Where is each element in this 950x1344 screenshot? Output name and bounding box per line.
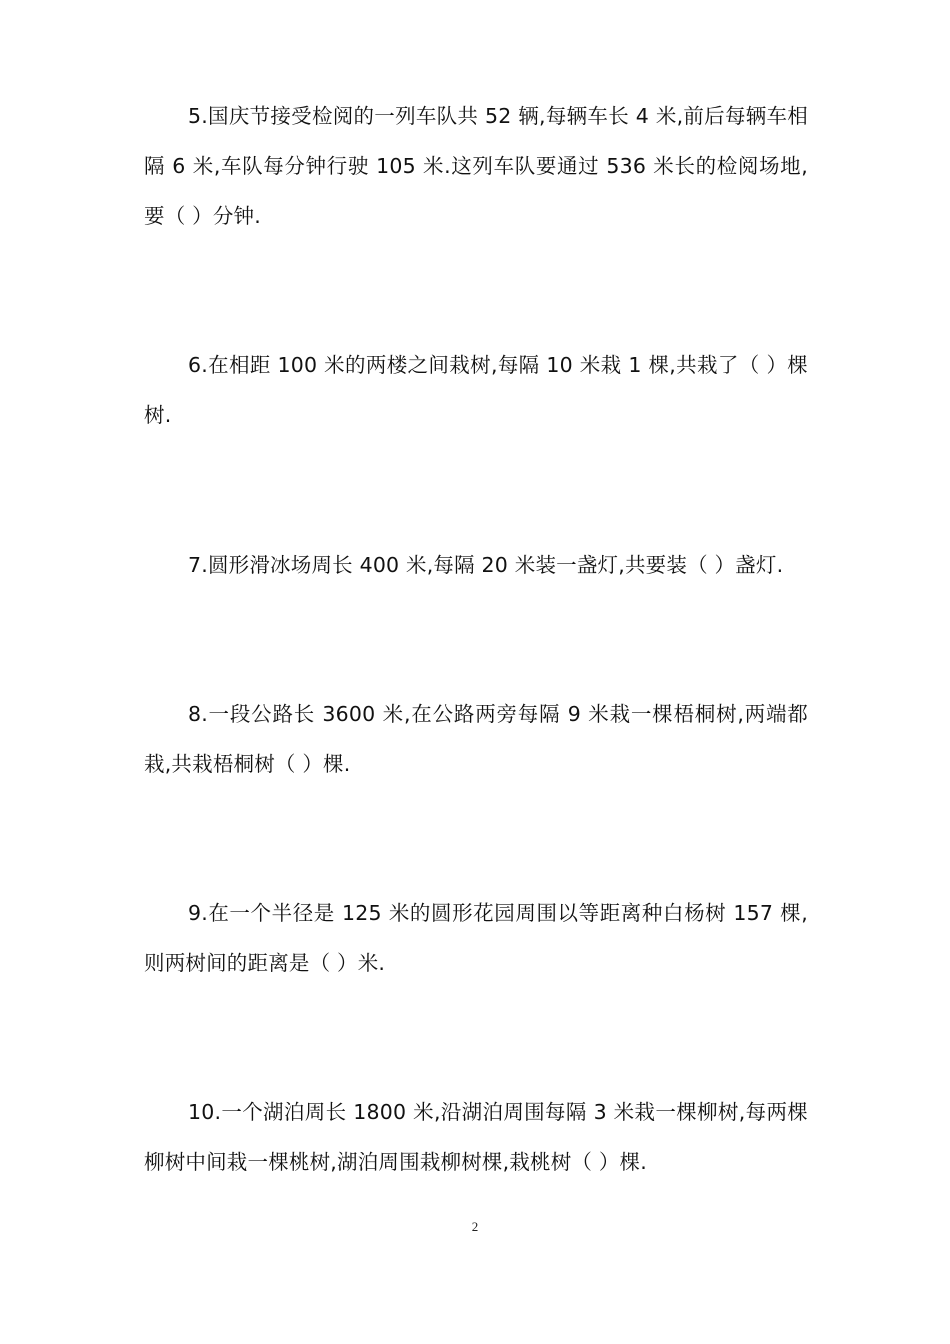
question-7: 7.圆形滑冰场周长 400 米,每隔 20 米装一盏灯,共要装（ ）盏灯. xyxy=(188,553,784,577)
question-9: 9.在一个半径是 125 米的圆形花园周围以等距离种白杨树 157 棵,则两树间的距离是（ ）米. xyxy=(144,901,808,975)
question-6: 6.在相距 100 米的两楼之间栽树,每隔 10 米栽 1 棵,共栽了（ ）棵树. xyxy=(144,353,808,427)
question-10: 10.一个湖泊周长 1800 米,沿湖泊周围每隔 3 米栽一棵柳树,每两棵柳树中间栽一棵桃树,湖泊周围栽柳树棵,栽桃树（ ）棵. xyxy=(144,1100,808,1174)
page-number: 2 xyxy=(471,1219,479,1234)
question-8: 8.一段公路长 3600 米,在公路两旁每隔 9 米栽一棵梧桐树,两端都栽,共栽梧桐树（ ）棵. xyxy=(144,702,808,776)
question-5: 5.国庆节接受检阅的一列车队共 52 辆,每辆车长 4 米,前后每辆车相隔 6 米,车队每分钟行驶 105 米.这列车队要通过 536 米长的检阅场地,要（ ）分钟. xyxy=(144,104,808,228)
